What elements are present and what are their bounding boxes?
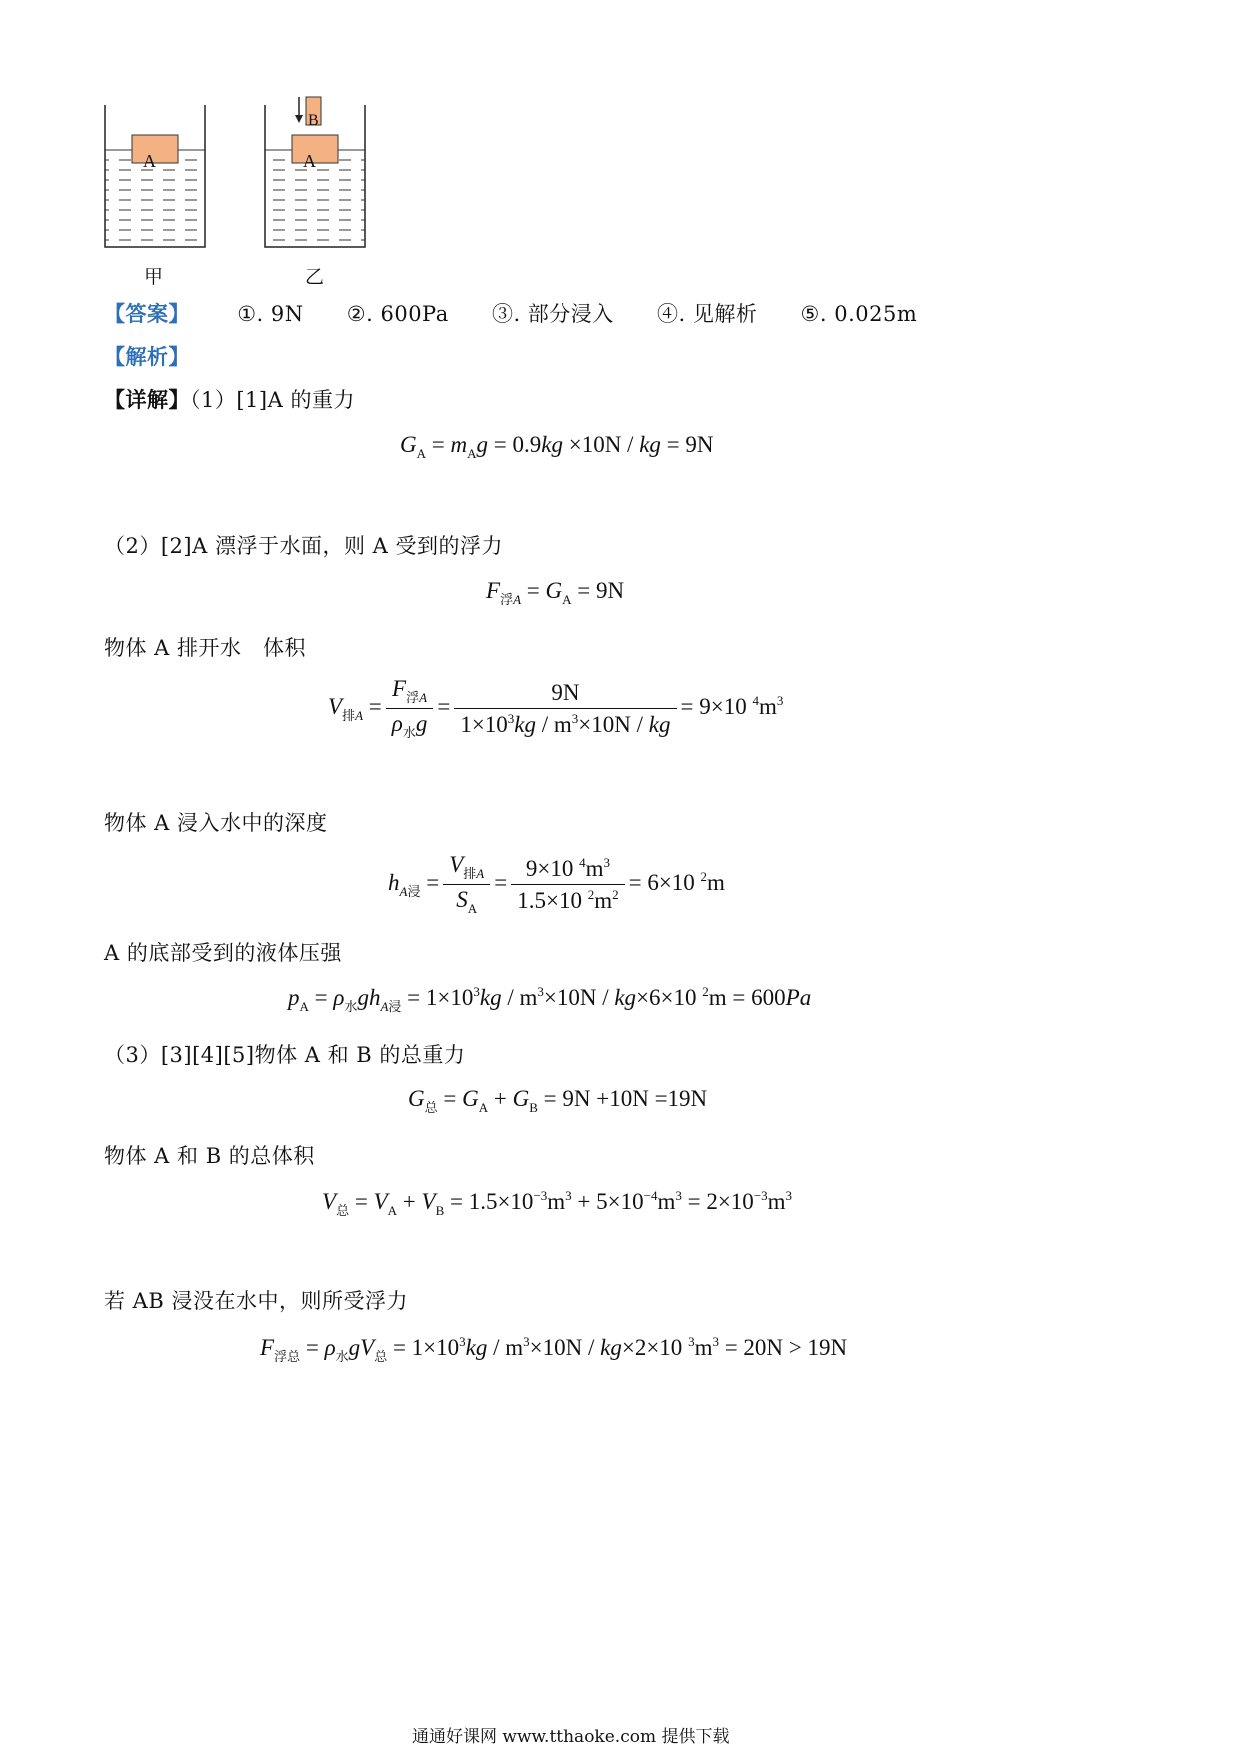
analysis-label: 【解析】 [104,344,190,369]
answer-line [104,298,953,328]
submerge-line: 若 AB 浸没在水中，则所受浮力 [104,1289,408,1313]
equation-total-volume: $V_总 = V_A + V_B = 1.5\times 10^{-3}m^3 + 5\times 10^{-4}m^3 = 2\times 10^{-3}m^3$ [322,1188,793,1218]
label-b: B [308,112,319,129]
total-volume-line: 物体 A 和 B 的总体积 [104,1144,315,1168]
caption-yi: 乙 [305,266,325,288]
answer-2: ②. 600Pa [346,302,449,326]
step3-line: （3）[3][4][5]物体 A 和 B 的总重力 [104,1043,466,1067]
volume-line: 物体 A 排开水 体积 [104,636,307,660]
equation-depth: $h_{A浸}$ = $\frac{V_{排A}}{S_A}$ = $\frac{9\times 10 ^4m^3}{1.5\times 10 ^2m^2}$ = 6×10 $^2$m [388,852,725,916]
detail-line [104,384,355,414]
step2-line: （2）[2]A 漂浮于水面，则 A 受到的浮力 [104,534,503,558]
equation-total-buoyancy: $F_{浮总} = \rho_水gV_总 = 1\times 10^3kg / m^3\times 10N / kg\times 2\times 10$ $^3m^3 = 20N > 19N$ [260,1334,848,1364]
caption-jia: 甲 [144,266,164,288]
answer-4: ④. 见解析 [657,302,758,326]
equation-buoyancy-a: $F_{浮A} = G_A = 9N$ [486,578,625,607]
pressure-line: A 的底部受到的液体压强 [104,941,342,965]
detail-label: 【详解】 [104,387,190,412]
equation-total-weight: $G_总 = G_A + G_B = 9N +10N =19N$ [408,1086,708,1115]
label-a-yi: A [303,151,316,171]
equation-displaced-volume: $V_{排A}$ = $\frac{F_{浮A}}{\rho_水g}$ = $\frac{9N}{1\times 10^3kg / m^3\times 10N / kg}$ = 9×10 $^4m^3$ [328,676,784,740]
answer-3: ③. 部分浸入 [491,302,614,326]
beaker-jia [105,105,205,247]
answer-5: ⑤. 0.025m [800,302,918,326]
answer-label: 【答案】 [104,301,190,326]
answer-1: ①. 9N [237,302,304,326]
depth-line: 物体 A 浸入水中的深度 [104,811,328,835]
beaker-figure [95,95,385,295]
detail-intro: （1）[1]A 的重力 [190,388,355,412]
page-footer: 通通好课网 www.tthaoke.com 提供下载 [412,1727,730,1747]
label-a-jia: A [143,151,156,171]
equation-weight-a: $G_A = m_Ag = 0.9kg \times 10N$ / kg = 9N [400,432,714,461]
equation-pressure: $p_A = \rho_水gh_{A浸} = 1\times 10^3kg / m^3\times 10N / kg\times 6\times 10$ $^2$m = 600Pa [288,984,812,1014]
